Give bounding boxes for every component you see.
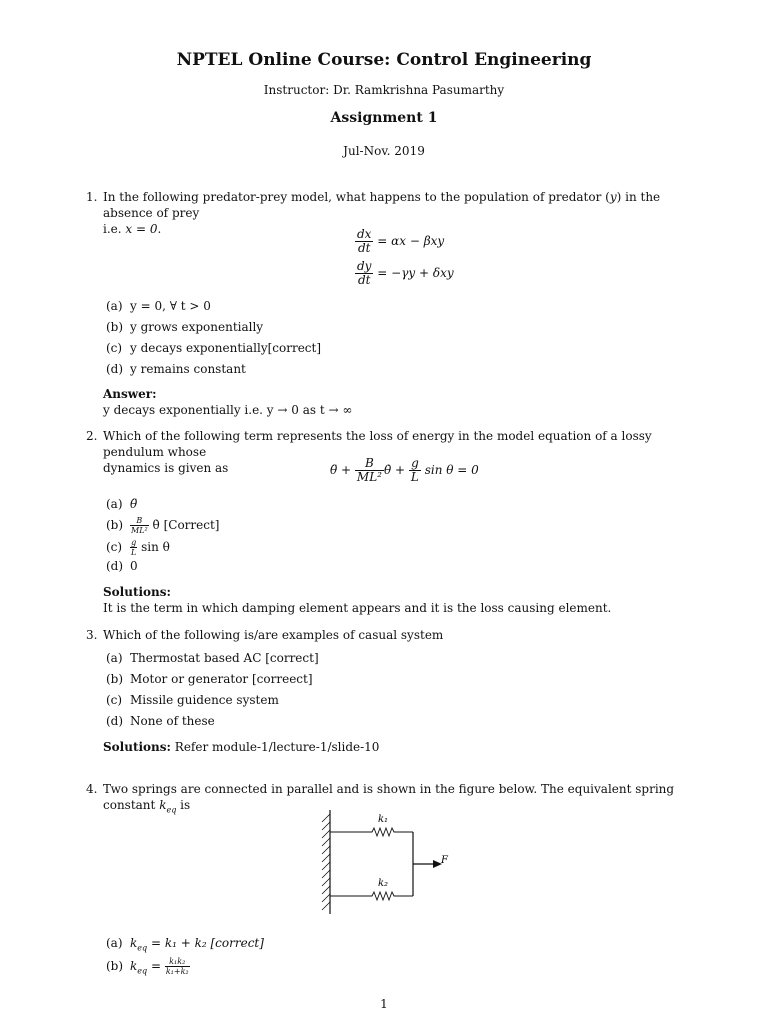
force-arrow-icon xyxy=(413,860,442,868)
question-4: 4. Two springs are connected in parallel and is shown in the figure below. The equivalent spring constant $k_{eq}$ is xyxy=(86,782,675,815)
q2-option-d: (d) 0 xyxy=(106,559,138,573)
question-number: 4. xyxy=(86,782,98,796)
eq-denominator: dt xyxy=(357,241,371,255)
question-number: 3. xyxy=(86,628,98,642)
eq-rhs: = αx − βxy xyxy=(377,234,445,248)
q3-option-d: (d) None of these xyxy=(106,714,215,728)
q4-option-a: (a) $k_{eq} = k_1 + k_2$ [correct] xyxy=(106,936,264,953)
q4-option-b: (b) $k_{eq}$ = $\frac{\text{k₁k₂}}{\text{k₁+k₂}}$ xyxy=(106,957,189,976)
eq-numerator: dx xyxy=(357,227,372,241)
question-text: dynamics is given as xyxy=(103,461,229,475)
question-text: . xyxy=(157,222,162,236)
term-date: Jul-Nov. 2019 xyxy=(343,144,425,158)
q3-option-b: (b) Motor or generator [correect] xyxy=(106,672,313,686)
q2-solutions-text: It is the term in which damping element appears and it is the loss causing element. xyxy=(103,601,612,615)
q3-solutions-text: Refer module-1/lecture-1/slide-10 xyxy=(174,740,380,754)
spring-k2 xyxy=(330,892,413,900)
q2-solutions-label: Solutions: xyxy=(103,585,171,599)
q1-answer-label: Answer: xyxy=(103,387,157,401)
q3-option-c: (c) Missile guidence system xyxy=(106,693,279,707)
question-text: i.e. xyxy=(103,222,126,236)
q1-option-d: (d) y remains constant xyxy=(106,362,246,376)
page-number: 1 xyxy=(380,997,388,1011)
label-force: F xyxy=(441,855,448,866)
spring-k1 xyxy=(330,828,413,836)
eq-denominator: dt xyxy=(357,273,371,287)
math-var: x = 0 xyxy=(125,222,158,236)
assignment-title: Assignment 1 xyxy=(330,110,438,126)
question-3 xyxy=(86,627,706,643)
equation-dx-dt xyxy=(355,228,444,255)
label-k1: k₁ xyxy=(378,814,389,825)
eq-rhs: = −γy + δxy xyxy=(377,266,454,280)
label-k2: k₂ xyxy=(378,878,389,889)
q3-option-a: (a) Thermostat based AC [correct] xyxy=(106,651,319,665)
question-text: ) in the absence of prey xyxy=(103,190,661,220)
equation-dy-dt xyxy=(355,260,454,287)
q1-option-b: (b) y grows exponentially xyxy=(106,320,264,334)
q2-option-a: (a) θ̈ xyxy=(106,497,138,511)
wall-icon xyxy=(322,810,330,914)
question-text: In the following predator-prey model, what happens to the population of predator ( xyxy=(103,190,610,204)
q1-option-c: (c) y decays exponentially[correct] xyxy=(106,341,322,355)
question-text: Two springs are connected in parallel and is shown in the figure below. The equivalent spring constant xyxy=(103,782,675,812)
question-number: 2. xyxy=(86,429,98,443)
q2-option-c: (c) $\frac{g}{L}$ sin θ xyxy=(106,538,170,557)
question-text: Which of the following is/are examples of casual system xyxy=(103,628,444,642)
q3-solutions-label: Solutions: xyxy=(103,740,171,754)
question-text: Which of the following term represents the loss of energy in the model equation of a lossy pendulum whose xyxy=(103,429,652,459)
instructor-line: Instructor: Dr. Ramkrishna Pasumarthy xyxy=(263,83,505,97)
parallel-springs-figure xyxy=(312,806,462,918)
q3-solutions xyxy=(103,740,379,754)
question-number: 1. xyxy=(86,190,98,204)
q1-answer-text: y decays exponentially i.e. y → 0 as t → ∞ xyxy=(103,403,353,417)
eq-numerator: dy xyxy=(357,259,372,273)
course-title: NPTEL Online Course: Control Engineering xyxy=(176,50,592,70)
math-var: y xyxy=(609,190,617,204)
q1-option-a: (a) y = 0, ∀ t > 0 xyxy=(106,299,211,313)
pendulum-equation: θ̈ + $\frac{B}{\text{ML²}}$ θ̇ + $\frac{g}{L}$ sin θ = 0 xyxy=(330,456,479,484)
q2-option-b: (b) $\frac{B}{\text{ML²}}$ θ̇ [Correct] xyxy=(106,516,220,535)
